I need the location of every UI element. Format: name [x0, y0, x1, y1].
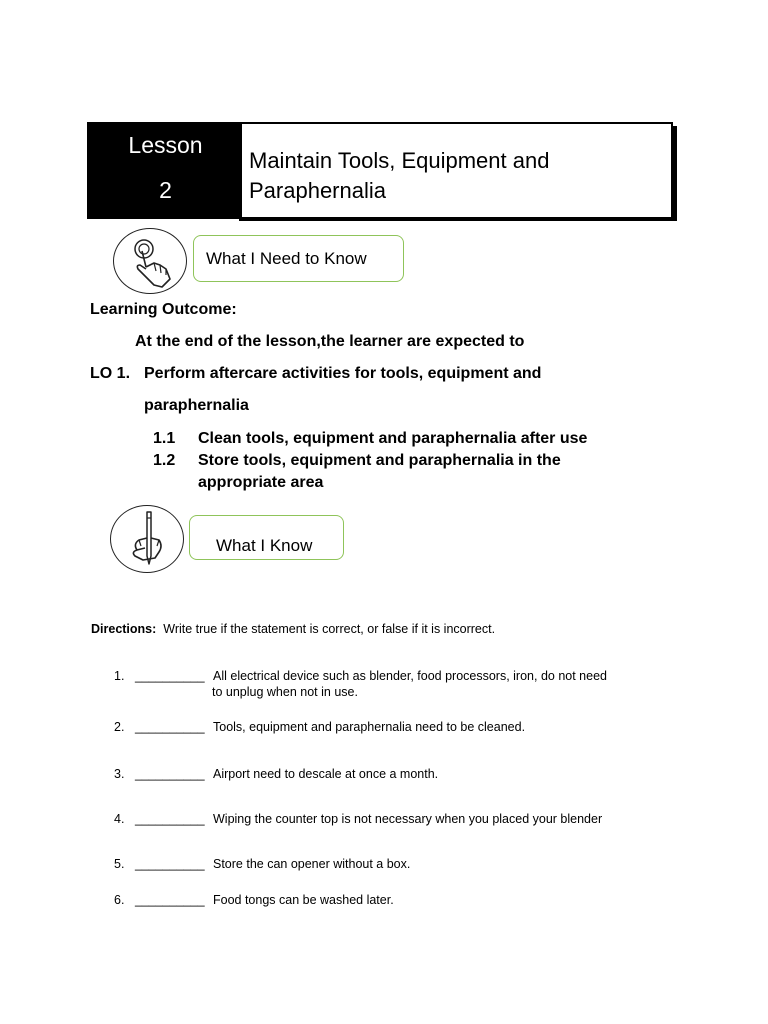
answer-blank: __________: [135, 669, 205, 683]
lesson-title-line1: Maintain Tools, Equipment and: [249, 148, 550, 173]
answer-blank: __________: [135, 720, 205, 734]
item-text: Airport need to descale at once a month.: [213, 767, 439, 781]
what-i-need-to-know-label: [193, 235, 404, 282]
item-number: 5.: [114, 857, 125, 871]
what-i-need-to-know-text: What I Need to Know: [206, 249, 367, 268]
item-text: Store the can opener without a box.: [213, 857, 411, 871]
item-text-line1: All electrical device such as blender, food processors, iron, do not need: [213, 669, 607, 683]
lesson-word: Lesson: [128, 132, 203, 158]
item-number: 6.: [114, 893, 125, 907]
lesson-number: 2: [159, 177, 172, 203]
directions: [91, 622, 495, 636]
sub-outcome-text: Store tools, equipment and paraphernalia in the: [198, 452, 561, 469]
item-number: 3.: [114, 767, 125, 781]
item-text: Food tongs can be washed later.: [213, 893, 394, 907]
what-i-know-label: [189, 515, 344, 560]
item-text: Wiping the counter top is not necessary when you placed your blender: [213, 812, 603, 826]
sub-outcome-text-line2: appropriate area: [198, 474, 324, 491]
lo-line2: paraphernalia: [144, 397, 249, 414]
answer-blank: __________: [135, 857, 205, 871]
item-number: 4.: [114, 812, 125, 826]
item-number: 2.: [114, 720, 125, 734]
sub-outcome-text: Clean tools, equipment and paraphernalia after use: [198, 430, 588, 447]
lesson-number-cell: [89, 124, 242, 217]
hand-pen-icon: [110, 505, 184, 573]
item-number: 1.: [114, 669, 125, 683]
item-text: Tools, equipment and paraphernalia need to be cleaned.: [213, 720, 526, 734]
item-text-line2: to unplug when not in use.: [212, 685, 358, 699]
directions-text: Write true if the statement is correct, or false if it is incorrect.: [163, 622, 496, 636]
pointing-hand-icon: [113, 228, 187, 294]
sub-outcome-number: 1.2: [153, 452, 176, 469]
directions-label: Directions:: [91, 622, 157, 636]
what-i-know-text: What I Know: [216, 536, 313, 555]
answer-blank: __________: [135, 812, 205, 826]
lo-label: LO 1.: [90, 365, 131, 382]
answer-blank: __________: [135, 893, 205, 907]
learning-outcome-intro: At the end of the lesson,the learner are expected to: [135, 333, 525, 350]
lo-line1: Perform aftercare activities for tools, equipment and: [144, 365, 542, 382]
sub-outcome-number: 1.1: [153, 430, 176, 447]
answer-blank: __________: [135, 767, 205, 781]
learning-outcome-heading: Learning Outcome:: [90, 301, 237, 318]
lesson-title-line2: Paraphernalia: [249, 178, 386, 203]
lesson-title: [249, 146, 669, 206]
lesson-header: [87, 122, 673, 219]
item-text: [213, 668, 673, 684]
